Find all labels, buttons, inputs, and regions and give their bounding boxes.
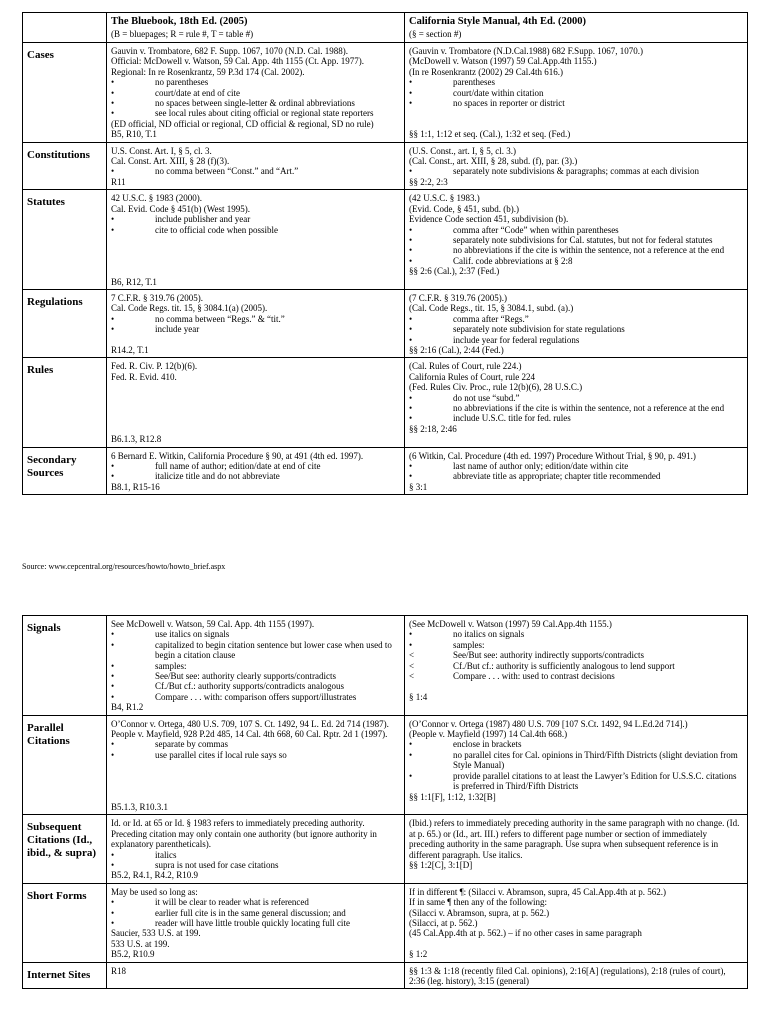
row-label: Constitutions: [23, 142, 107, 190]
bullet-item: • cite to official code when possible: [111, 225, 400, 235]
bluebook-subtitle: (B = bluepages; R = rule #, T = table #): [111, 29, 254, 39]
bullet-item: • parentheses: [409, 77, 743, 87]
row-label: Cases: [23, 43, 107, 143]
cell-line: (U.S. Const., art. I, § 5, cl. 3.): [409, 145, 516, 156]
row-signals: [23, 616, 748, 716]
row-subsequent-citations-id-ibid-supra: [23, 815, 748, 883]
bullet-item: • Calif. code abbreviations at § 2:8: [409, 256, 743, 266]
cell-line: Regional: In re Rosenkrantz, 59 P.3d 174 (Cal. 2002).: [111, 66, 305, 77]
bluebook-cell: [107, 447, 405, 495]
bullet-item: • no spaces between single-letter & ordinal abbreviations: [111, 98, 400, 108]
cell-line: B6, R12, T.1: [111, 276, 157, 287]
cell-line: [111, 771, 400, 781]
csm-subtitle: (§ = section #): [409, 29, 462, 39]
cell-line: (Ibid.) refers to immediately preceding authority in the same paragraph with no change. (Id. at p. 65.) or (Id., art. III.) refers to different page number or section of immediately preceding authority in the same paragraph. Use supra when subsequent reference is in different paragraph. Use italics.: [409, 818, 740, 860]
cell-line: B5.2, R10.9: [111, 949, 155, 960]
bullet-item: • italics: [111, 850, 400, 860]
header-blank: [23, 13, 107, 43]
row-label: Rules: [23, 358, 107, 447]
bullet-item: • include U.S.C. title for fed. rules: [409, 413, 743, 423]
bullet-item: • include publisher and year: [111, 214, 400, 224]
bullet-item: • enclose in brackets: [409, 739, 743, 749]
bullet-item: • include year for federal regulations: [409, 335, 743, 345]
cell-line: U.S. Const. Art. I, § 5, cl. 3.: [111, 145, 212, 156]
cell-line: [409, 939, 743, 949]
bullet-item: • See/But see: authority clearly supports/contradicts: [111, 671, 400, 681]
cell-line: California Rules of Court, rule 224: [409, 371, 535, 382]
bullet-item: • use parallel cites if local rule says so: [111, 750, 400, 760]
cell-line: Saucier, 533 U.S. at 199.: [111, 928, 201, 939]
row-label: Statutes: [23, 190, 107, 290]
bluebook-cell: [107, 715, 405, 815]
sub-bullet-item: < See/But see: authority indirectly supports/contradicts: [409, 650, 743, 660]
csm-cell: [405, 358, 748, 447]
cell-line: § 1:4: [409, 691, 428, 702]
csm-cell: [405, 190, 748, 290]
cell-line: [111, 760, 400, 770]
citation-comparison-table-1: [22, 12, 748, 495]
cell-line: (Cal. Code Regs., tit. 15, § 3084.1, subd. (a).): [409, 303, 574, 314]
cell-line: [111, 256, 400, 266]
cell-line: R14.2, T.1: [111, 344, 149, 355]
bullet-item: • capitalized to begin citation sentence but lower case when used to begin a citation clause: [111, 640, 400, 661]
bluebook-cell: [107, 616, 405, 716]
row-statutes: [23, 190, 748, 290]
cell-line: [111, 424, 400, 434]
header-csm: [405, 13, 748, 43]
bullet-item: • samples:: [409, 640, 743, 650]
cell-line: Gauvin v. Trombatore, 682 F. Supp. 1067, 1070 (N.D. Cal. 1988).: [111, 46, 348, 56]
bullet-item: • no comma between “Regs.” & “tit.”: [111, 314, 400, 324]
sub-bullet-item: < Compare . . . with: used to contrast decisions: [409, 671, 743, 681]
bullet-item: • earlier full cite is in the same general discussion; and: [111, 908, 400, 918]
cell-line: (Cal. Rules of Court, rule 224.): [409, 361, 522, 372]
cell-line: (Silacci, at p. 562.): [409, 917, 478, 928]
cell-line: B6.1.3, R12.8: [111, 434, 162, 445]
cell-line: §§ 1:2[C], 3:1[D]: [409, 859, 473, 870]
cell-line: See McDowell v. Watson, 59 Cal. App. 4th 1155 (1997).: [111, 619, 315, 629]
csm-cell: [405, 616, 748, 716]
cell-line: (7 C.F.R. § 319.76 (2005).): [409, 292, 508, 303]
cell-line: [409, 108, 743, 118]
bullet-item: • no spaces in reporter or district: [409, 98, 743, 108]
bullet-item: • separately note subdivisions & paragraphs; commas at each division: [409, 166, 743, 176]
bullet-item: • no abbreviations if the cite is within the sentence, not a reference at the end: [409, 403, 743, 413]
csm-cell: [405, 883, 748, 962]
cell-line: O’Connor v. Ortega, 480 U.S. 709, 107 S. Ct. 1492, 94 L. Ed. 2d 714 (1987).: [111, 718, 389, 729]
cell-line: [111, 393, 400, 403]
bluebook-cell: [107, 815, 405, 883]
cell-line: §§ 1:3 & 1:18 (recently filed Cal. opinions), 2:16[A] (regulations), 2:18 (rules of court), 2:36 (leg. history), 3:15 (general): [409, 965, 726, 986]
cell-line: (People v. Mayfield (1997) 14 Cal.4th 668.): [409, 729, 568, 740]
bullet-item: • abbreviate title as appropriate; chapter title recommended: [409, 471, 743, 481]
cell-line: R18: [111, 965, 127, 976]
cell-line: § 1:2: [409, 949, 428, 960]
cell-line: If in same ¶ then any of the following:: [409, 897, 548, 908]
cell-line: (45 Cal.App.4th at p. 562.) – if no other cases in same paragraph: [409, 928, 642, 939]
cell-line: §§ 2:2, 2:3: [409, 176, 448, 187]
bullet-item: • do not use “subd.”: [409, 393, 743, 403]
csm-cell: [405, 815, 748, 883]
row-label: Signals: [23, 616, 107, 716]
cell-line: §§ 2:16 (Cal.), 2:44 (Fed.): [409, 344, 504, 355]
sub-bullet-item: < Cf./But cf.: authority is sufficiently analogous to lend support: [409, 661, 743, 671]
cell-line: [111, 335, 400, 345]
cell-line: Evidence Code section 451, subdivision (b).: [409, 214, 569, 225]
cell-line: [111, 266, 400, 276]
cell-line: 42 U.S.C. § 1983 (2000).: [111, 193, 203, 204]
row-cases: [23, 43, 748, 143]
cell-line: (42 U.S.C. § 1983.): [409, 193, 480, 204]
bullet-item: • separately note subdivision for state regulations: [409, 324, 743, 334]
row-label: Internet Sites: [23, 962, 107, 989]
bullet-item: • last name of author only; edition/date within cite: [409, 461, 743, 471]
cell-line: B5.2, R4.1, R4.2, R10.9: [111, 870, 199, 881]
row-label: Subsequent Citations (Id., ibid., & supra): [23, 815, 107, 883]
bullet-item: • supra is not used for case citations: [111, 860, 400, 870]
cell-line: (6 Witkin, Cal. Procedure (4th ed. 1997) Procedure Without Trial, § 90, p. 491.): [409, 450, 696, 461]
bullet-item: • full name of author; edition/date at end of cite: [111, 461, 400, 471]
cell-line: [111, 792, 400, 802]
row-parallel-citations: [23, 715, 748, 815]
bluebook-cell: [107, 962, 405, 989]
cell-line: (Gauvin v. Trombatore (N.D.Cal.1988) 682 F.Supp. 1067, 1070.): [409, 46, 643, 56]
cell-line: [111, 382, 400, 392]
bullet-item: • samples:: [111, 661, 400, 671]
cell-line: 7 C.F.R. § 319.76 (2005).: [111, 292, 204, 303]
cell-line: § 3:1: [409, 481, 428, 492]
cell-line: Cal. Const. Art. XIII, § 28 (f)(3).: [111, 156, 230, 167]
bluebook-cell: [107, 289, 405, 357]
bullet-item: • no parallel cites for Cal. opinions in Third/Fifth Districts (slight deviation from Style Manual): [409, 750, 743, 771]
header-bluebook: [107, 13, 405, 43]
row-label: Regulations: [23, 289, 107, 357]
cell-line: (Cal. Const., art. XIII, § 28, subd. (f), par. (3).): [409, 156, 578, 167]
bullet-item: • comma after “Regs.”: [409, 314, 743, 324]
cell-line: [111, 781, 400, 791]
row-secondary-sources: [23, 447, 748, 495]
csm-cell: [405, 43, 748, 143]
cell-line: 6 Bernard E. Witkin, California Procedure § 90, at 491 (4th ed. 1997).: [111, 450, 364, 461]
bullet-item: • Cf./But cf.: authority supports/contradicts analogous: [111, 681, 400, 691]
cell-line: People v. Mayfield, 928 P.2d 485, 14 Cal. 4th 668, 60 Cal. Rptr. 2d 1 (1997).: [111, 729, 388, 740]
cell-line: Official: McDowell v. Watson, 59 Cal. App. 4th 1155 (Ct. App. 1977).: [111, 56, 365, 67]
cell-line: [111, 413, 400, 423]
bluebook-cell: [107, 358, 405, 447]
cell-line: Cal. Code Regs. tit. 15, § 3084.1(a) (2005).: [111, 303, 268, 314]
cell-line: B4, R1.2: [111, 702, 144, 713]
cell-line: Cal. Evid. Code § 451(b) (West 1995).: [111, 203, 251, 214]
cell-line: May be used so long as:: [111, 886, 198, 897]
csm-cell: [405, 289, 748, 357]
bullet-item: • reader will have little trouble quickly locating full cite: [111, 918, 400, 928]
cell-line: §§ 1:1[F], 1:12, 1:32[B]: [409, 791, 496, 802]
bullet-item: • no italics on signals: [409, 629, 743, 639]
row-rules: [23, 358, 748, 447]
cell-line: (See McDowell v. Watson (1997) 59 Cal.App.4th 1155.): [409, 619, 612, 629]
cell-line: 533 U.S. at 199.: [111, 938, 170, 949]
cell-line: [111, 403, 400, 413]
citation-comparison-table-2: [22, 615, 748, 989]
bullet-item: • it will be clear to reader what is referenced: [111, 897, 400, 907]
bullet-item: • provide parallel citations to at least the Lawyer’s Edition for U.S.S.C. citations is preferred in Third/Fifth Districts: [409, 771, 743, 792]
cell-line: §§ 1:1, 1:12 et seq. (Cal.), 1:32 et seq. (Fed.): [409, 129, 571, 140]
cell-line: (In re Rosenkrantz (2002) 29 Cal.4th 616.): [409, 66, 563, 77]
bluebook-cell: [107, 883, 405, 962]
cell-line: (ED official, ND official or regional, CD official & regional, SD no rule): [111, 118, 374, 129]
bluebook-cell: [107, 43, 405, 143]
row-label: Short Forms: [23, 883, 107, 962]
cell-line: R11: [111, 176, 126, 187]
cell-line: §§ 2:6 (Cal.), 2:37 (Fed.): [409, 266, 500, 277]
bluebook-cell: [107, 142, 405, 190]
row-label: Parallel Citations: [23, 715, 107, 815]
bullet-item: • court/date at end of cite: [111, 88, 400, 98]
header-row: [23, 13, 748, 43]
csm-cell: [405, 715, 748, 815]
cell-line: (O’Connor v. Ortega (1987) 480 U.S. 709 [107 S.Ct. 1492, 94 L.Ed.2d 714].): [409, 718, 688, 729]
cell-line: If in different ¶: (Silacci v. Abramson, supra, 45 Cal.App.4th at p. 562.): [409, 886, 667, 897]
bullet-item: • no parentheses: [111, 77, 400, 87]
cell-line: (Silacci v. Abramson, supra, at p. 562.): [409, 907, 550, 918]
bullet-item: • comma after “Code” when within parentheses: [409, 225, 743, 235]
bullet-item: • separately note subdivisions for Cal. statutes, but not for federal statutes: [409, 235, 743, 245]
cell-line: B5.1.3, R10.3.1: [111, 801, 169, 812]
bullet-item: • include year: [111, 324, 400, 334]
cell-line: [409, 681, 743, 691]
csm-cell: [405, 447, 748, 495]
row-internet-sites: [23, 962, 748, 989]
cell-line: Id. or Id. at 65 or Id. § 1983 refers to immediately preceding authority. Preceding citation may only contain one authority (but ignore authority in explanatory parentheticals).: [111, 818, 377, 850]
row-label: Secondary Sources: [23, 447, 107, 495]
row-short-forms: [23, 883, 748, 962]
bullet-item: • Compare . . . with: comparison offers support/illustrates: [111, 692, 400, 702]
cell-line: [409, 119, 743, 129]
cell-line: Fed. R. Civ. P. 12(b)(6).: [111, 361, 198, 372]
row-constitutions: [23, 142, 748, 190]
cell-line: (McDowell v. Watson (1997) 59 Cal.App.4th 1155.): [409, 56, 597, 67]
csm-cell: [405, 962, 748, 989]
cell-line: Fed. R. Evid. 410.: [111, 371, 177, 382]
cell-line: B5, R10, T.1: [111, 129, 157, 140]
cell-line: (Evid. Code, § 451, subd. (b).): [409, 203, 519, 214]
cell-line: [111, 245, 400, 255]
bullet-item: • italicize title and do not abbreviate: [111, 471, 400, 481]
bluebook-cell: [107, 190, 405, 290]
bullet-item: • court/date within citation: [409, 88, 743, 98]
bullet-item: • use italics on signals: [111, 629, 400, 639]
bullet-item: • separate by commas: [111, 739, 400, 749]
cell-line: B8.1, R15-16: [111, 481, 160, 492]
source-note: Source: www.cepcentral.org/resources/howto/howto_brief.aspx: [22, 562, 226, 571]
cell-line: §§ 2:18, 2:46: [409, 423, 457, 434]
cell-line: [111, 235, 400, 245]
bullet-item: • no abbreviations if the cite is within the sentence, not a reference at the end: [409, 245, 743, 255]
bullet-item: • no comma between “Const.” and “Art.”: [111, 166, 400, 176]
csm-title: California Style Manual, 4th Ed. (2000): [409, 16, 587, 27]
cell-line: (Fed. Rules Civ. Proc., rule 12(b)(6), 28 U.S.C.): [409, 382, 583, 393]
bullet-item: • see local rules about citing official or regional state reporters: [111, 108, 400, 118]
bluebook-title: The Bluebook, 18th Ed. (2005): [111, 16, 248, 27]
csm-cell: [405, 142, 748, 190]
row-regulations: [23, 289, 748, 357]
